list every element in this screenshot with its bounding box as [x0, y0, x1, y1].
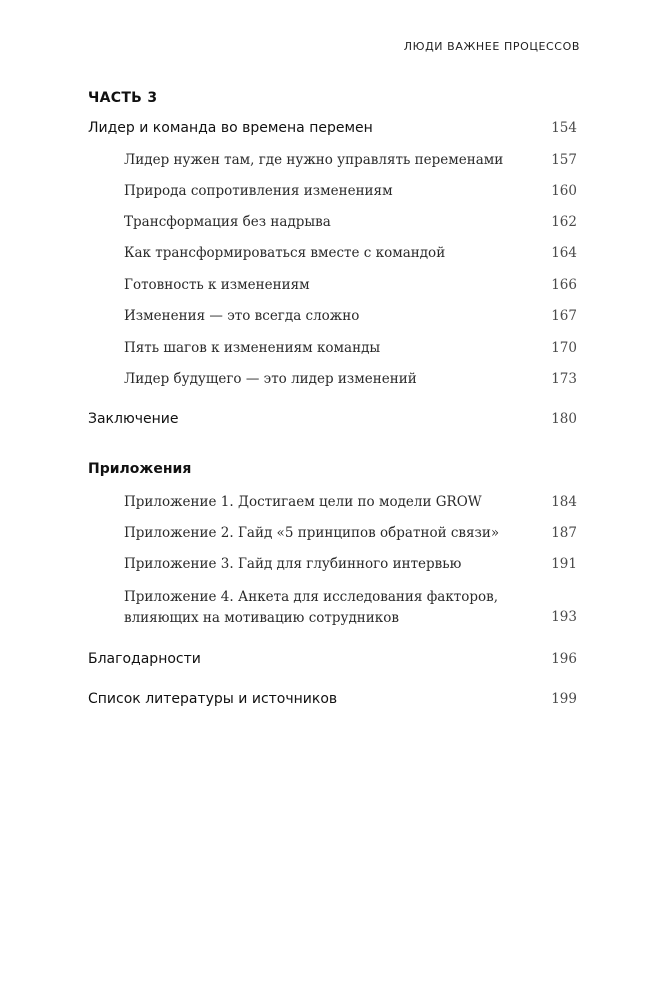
- toc-entry-page: 184: [551, 494, 577, 510]
- toc-entry-appendix[interactable]: [0, 556, 672, 580]
- toc-entry-section[interactable]: [0, 183, 672, 207]
- toc-entry-title: Готовность к изменениям: [124, 277, 310, 293]
- toc-entry-section[interactable]: [0, 371, 672, 395]
- toc-heading-title: Приложения: [88, 461, 192, 477]
- toc-entry-section[interactable]: [0, 340, 672, 364]
- toc-entry-page: 193: [551, 609, 577, 625]
- toc-entry-title: Изменения — это всегда сложно: [124, 308, 360, 324]
- running-head: ЛЮДИ ВАЖНЕЕ ПРОЦЕССОВ: [403, 40, 580, 53]
- toc-entry-page: 196: [551, 651, 577, 667]
- toc-entry-page: 191: [551, 556, 577, 572]
- toc-entry-page: 170: [551, 340, 577, 356]
- toc-entry-title: Список литературы и источников: [88, 691, 338, 707]
- toc-entry-section[interactable]: [0, 308, 672, 332]
- toc-entry-title: Пять шагов к изменениям команды: [124, 340, 381, 356]
- toc-entry-page: 160: [551, 183, 577, 199]
- toc-appendices-heading[interactable]: [0, 461, 672, 485]
- toc-entry-section[interactable]: [0, 277, 672, 301]
- toc-entry-page: 164: [551, 245, 577, 261]
- toc-entry-title: Благодарности: [88, 651, 201, 667]
- toc-entry-page: 162: [551, 214, 577, 230]
- toc-entry-title: Лидер будущего — это лидер изменений: [124, 371, 417, 387]
- toc-entry-appendix[interactable]: [0, 494, 672, 518]
- toc-entry-page: 199: [551, 691, 577, 707]
- toc-entry-section[interactable]: [0, 245, 672, 269]
- toc-entry-page: 157: [551, 152, 577, 168]
- toc-entry-title: [124, 587, 498, 629]
- toc-entry-page: 180: [551, 411, 577, 427]
- toc-entry-page: 167: [551, 308, 577, 324]
- toc-entry-appendix[interactable]: [0, 525, 672, 549]
- toc-entry-title: Трансформация без надрыва: [124, 214, 331, 230]
- toc-entry-chapter[interactable]: [0, 120, 672, 144]
- toc-entry-page: 187: [551, 525, 577, 541]
- toc-entry-title-line: влияющих на мотивацию сотрудников: [124, 610, 399, 626]
- toc-entry-section[interactable]: [0, 152, 672, 176]
- toc-entry-title: Приложение 2. Гайд «5 принципов обратной связи»: [124, 525, 500, 541]
- toc-entry-title: Приложение 1. Достигаем цели по модели GROW: [124, 494, 482, 510]
- toc-entry-acknowledgements[interactable]: [0, 651, 672, 675]
- toc-entry-page: 173: [551, 371, 577, 387]
- toc-entry-conclusion[interactable]: [0, 411, 672, 435]
- toc-entry-title: Заключение: [88, 411, 179, 427]
- toc-entry-page: 166: [551, 277, 577, 293]
- toc-entry-title: Как трансформироваться вместе с командой: [124, 245, 446, 261]
- toc-entry-page: 154: [551, 120, 577, 136]
- toc-entry-title-line: Приложение 4. Анкета для исследования факторов,: [124, 589, 499, 605]
- toc-entry-section[interactable]: [0, 214, 672, 238]
- toc-entry-title: Лидер и команда во времена перемен: [88, 120, 373, 136]
- toc-entry-title: Приложение 3. Гайд для глубинного интервью: [124, 556, 462, 572]
- toc-entry-bibliography[interactable]: [0, 691, 672, 715]
- toc-entry-title: Лидер нужен там, где нужно управлять переменами: [124, 152, 504, 168]
- toc-entry-title: Природа сопротивления изменениям: [124, 183, 393, 199]
- part-label: ЧАСТЬ 3: [88, 90, 158, 106]
- toc-entry-appendix[interactable]: [0, 587, 672, 631]
